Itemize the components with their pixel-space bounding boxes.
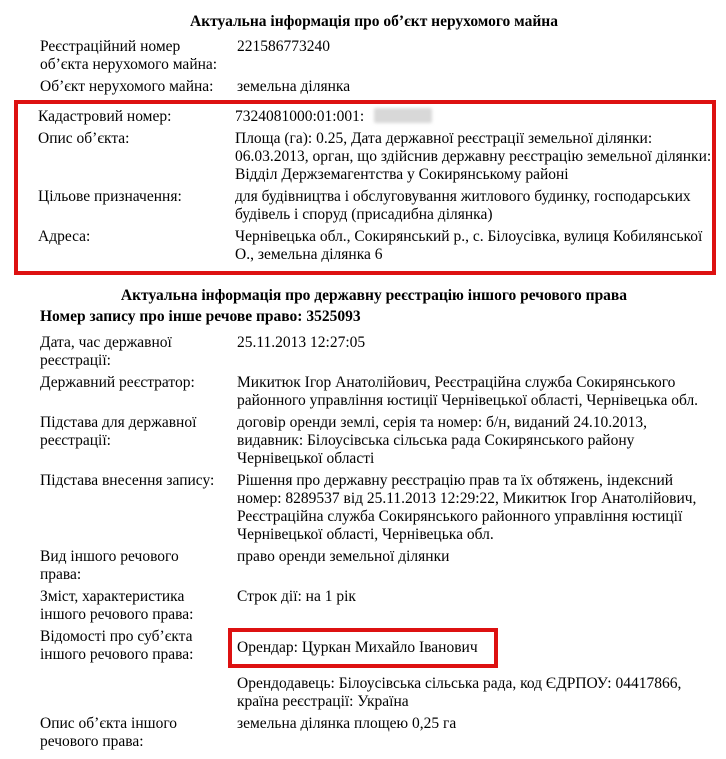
field-value: для будівництва і обслуговування житлового будинку, господарських будівель і споруд (присадибна ділянка) (235, 188, 691, 223)
field-row-cadastral-number (38, 108, 712, 126)
field-row-right-type (40, 548, 726, 584)
field-row-registration-number (40, 38, 726, 74)
cadastral-number-value: 7324081000:01:001: (235, 108, 365, 125)
redacted-value-blur (374, 108, 432, 123)
lessee-value: Орендар: Цуркан Михайло Іванович (237, 639, 478, 656)
field-row-state-registrar (40, 374, 726, 410)
field-row-designated-purpose (38, 188, 712, 224)
field-row-registration-basis (40, 414, 726, 468)
field-label: Реєстраційний номер об’єкта нерухомого майна: (40, 38, 218, 73)
field-row-record-entry-basis (40, 472, 726, 544)
field-value: Строк дії: на 1 рік (237, 588, 356, 605)
field-value: право оренди земельної ділянки (237, 548, 450, 565)
field-row-object-description (38, 130, 712, 184)
field-value: земельна ділянка (237, 78, 351, 95)
field-row-right-object-description (40, 715, 726, 751)
field-label: Зміст, характеристика іншого речового права: (40, 588, 194, 623)
field-value (237, 628, 715, 668)
field-value: Рішення про державну реєстрацію прав та їх обтяжень, індексний номер: 8289537 від 25.11.2013 12:29:22, Микитюк Ігор Анатолійович, Реєстраційна служба Сокирянського районного управління юстиції Чернівецької області, Чернівецька обл. (237, 472, 697, 543)
field-row-address (38, 228, 712, 264)
record-number-line: Номер запису про інше речове право: 3525093 (40, 308, 361, 325)
field-row-right-characteristics (40, 588, 726, 624)
field-label: Відомості про суб’єкта іншого речового права: (40, 628, 194, 663)
field-label: Адреса: (38, 228, 91, 245)
field-value: Площа (га): 0.25, Дата державної реєстрації земельної ділянки: 06.03.2013, орган, що здійснив державну реєстрацію земельної ділянки: Відділ Держземагентства у Сокирянському районі (235, 130, 712, 183)
field-value: Чернівецька обл., Сокирянський р., с. Білоусівка, вулиця Кобилянської О., земельна ділянка 6 (235, 228, 703, 263)
section1-title: Актуальна інформація про об’єкт нерухомого майна (190, 13, 558, 30)
field-row-registration-datetime (40, 334, 726, 370)
field-label: Кадастровий номер: (38, 108, 172, 125)
field-label: Цільове призначення: (38, 188, 182, 205)
field-value: 25.11.2013 12:27:05 (237, 334, 366, 351)
field-label: Об’єкт нерухомого майна: (40, 78, 214, 95)
field-value: Орендодавець: Білоусівська сільська рада, код ЄДРПОУ: 04417866, країна реєстрації: Україна (237, 675, 682, 710)
field-label: Опис об’єкта: (38, 130, 130, 147)
field-value: 221586773240 (237, 38, 330, 55)
highlight-box-lessee (228, 628, 498, 668)
field-label: Дата, час державної реєстрації: (40, 334, 172, 369)
field-label: Підстава внесення запису: (40, 472, 215, 489)
field-value: Микитюк Ігор Анатолійович, Реєстраційна служба Сокирянського районного управління юстиції Чернівецької області, Чернівецька обл. (237, 374, 699, 409)
section2-title: Актуальна інформація про державну реєстрацію іншого речового права (120, 287, 628, 304)
field-value (235, 108, 712, 126)
field-label: Державний реєстратор: (40, 374, 195, 391)
field-row-right-subject (40, 628, 726, 668)
field-label: Підстава для державної реєстрації: (40, 414, 197, 449)
field-row-property-object (40, 78, 726, 96)
highlight-box-object-info (14, 100, 716, 275)
field-label: Вид іншого речового права: (40, 548, 179, 583)
field-row-lessor (40, 675, 726, 711)
field-label: Опис об’єкта іншого речового права: (40, 715, 178, 750)
field-value: земельна ділянка площею 0,25 га (237, 715, 457, 732)
field-value: договір оренди землі, серія та номер: б/н, виданий 24.10.2013, видавник: Білоусівська сільська рада Сокирянського району Чернівецької області (237, 414, 648, 467)
